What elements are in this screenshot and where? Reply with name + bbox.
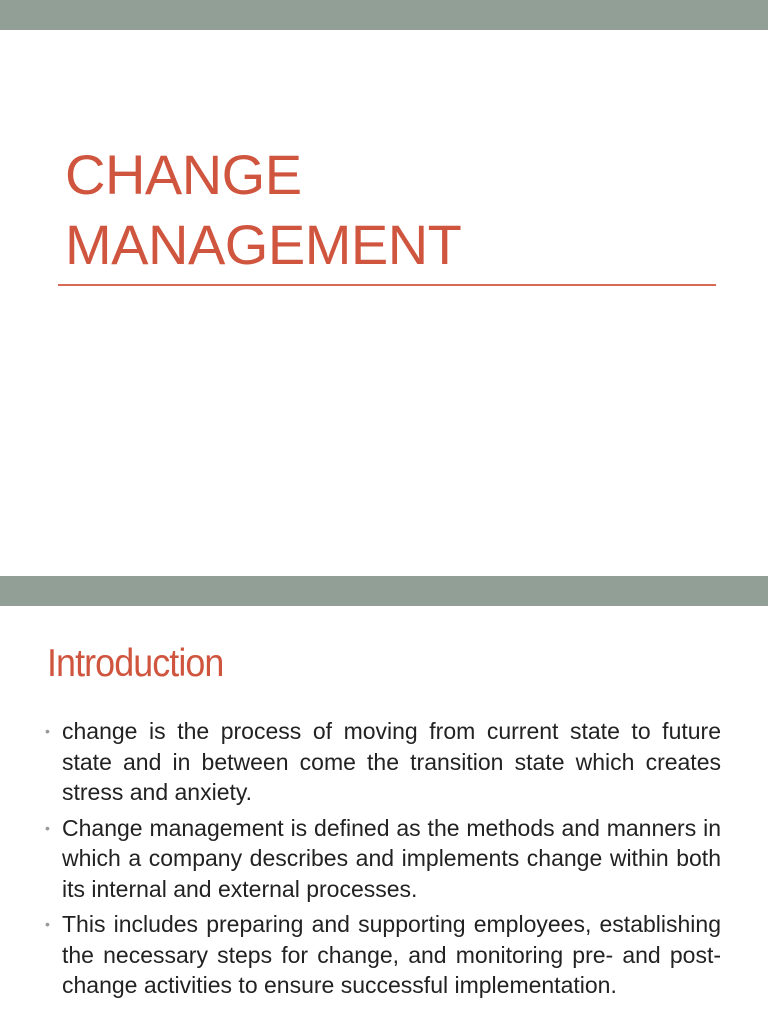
title-divider: [58, 284, 716, 286]
bullet-icon: •: [45, 819, 50, 836]
slide-heading: Introduction: [47, 642, 224, 685]
bullet-list: [45, 716, 721, 1006]
slide-title: [65, 140, 461, 280]
title-line-2: MANAGEMENT: [65, 213, 462, 276]
bullet-icon: •: [45, 723, 50, 739]
title-line-1: CHANGE: [65, 143, 302, 206]
bullet-text: This includes preparing and supporting employees, establishing the necessary steps for change, and monitoring pre- and post-change activities to ensure successful implementation.: [62, 911, 721, 998]
slide-top-band: [0, 0, 768, 30]
bullet-item: [45, 813, 721, 905]
bullet-item: [45, 909, 721, 1001]
bullet-text: change is the process of moving from current state to future state and in between come the transition state which creates stress and anxiety.: [62, 718, 721, 805]
bullet-icon: •: [45, 916, 50, 932]
slide-top-band-2: [0, 576, 768, 606]
bullet-text: Change management is defined as the methods and manners in which a company describes and implements change within both its internal and external processes.: [62, 814, 721, 902]
bullet-item: [45, 716, 721, 808]
